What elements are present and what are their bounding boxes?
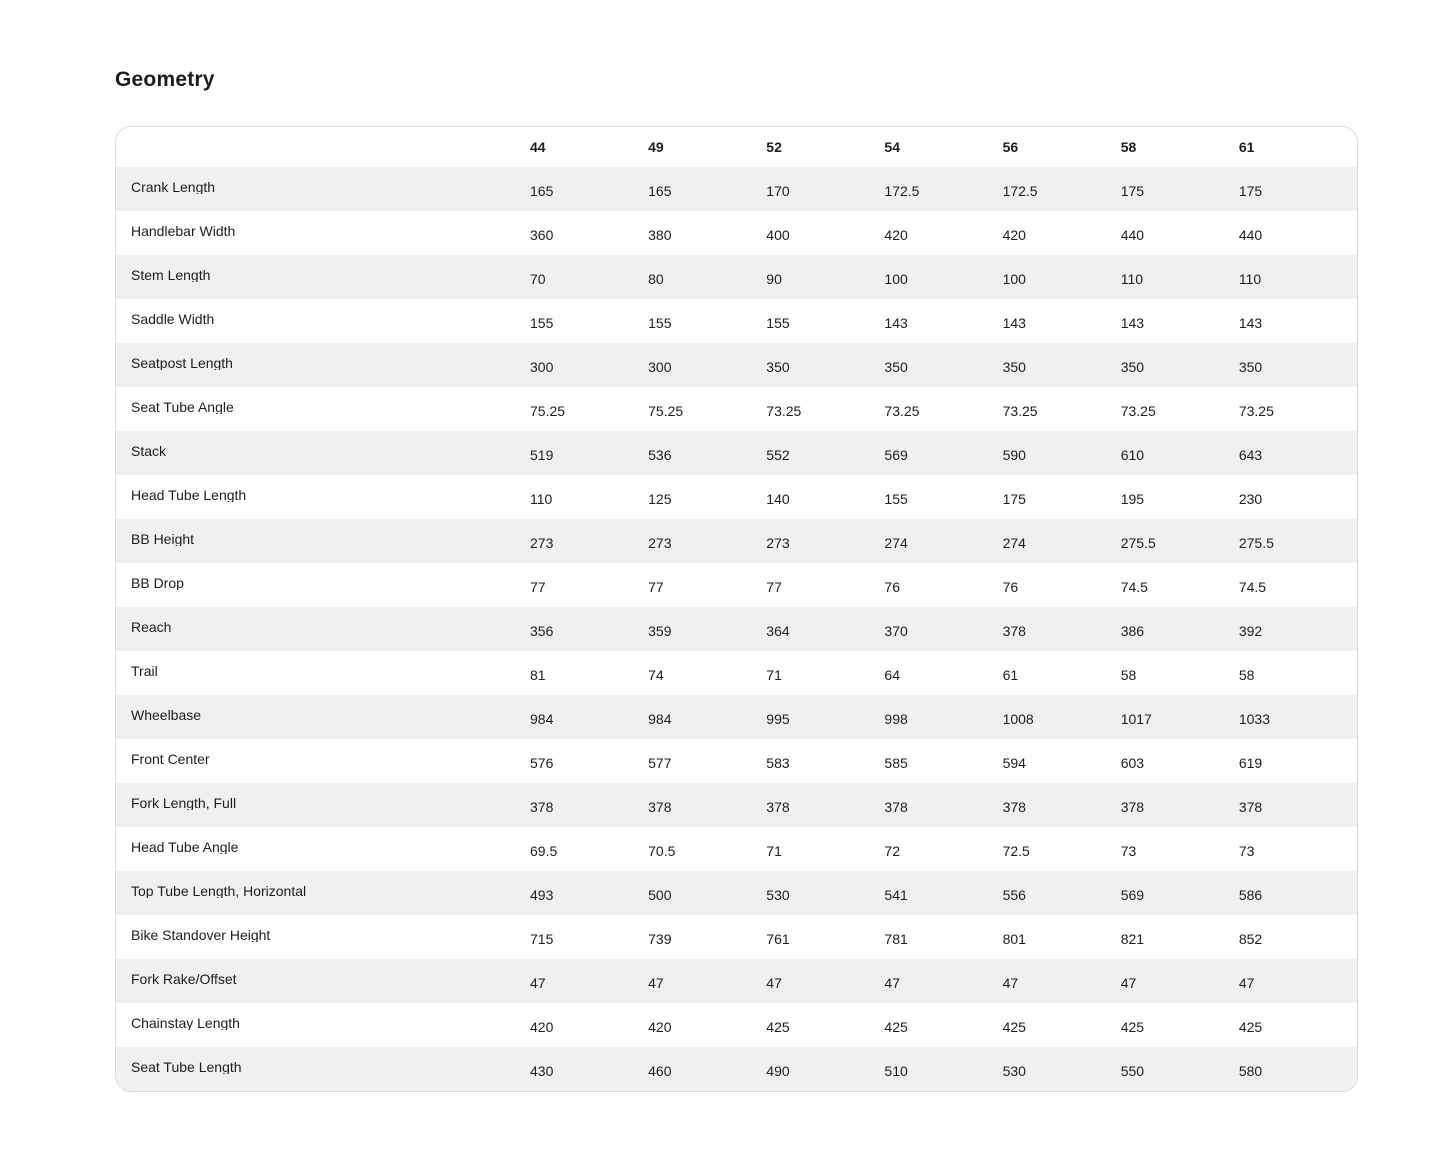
size-column-header: 61 [1238, 140, 1255, 154]
cell-value: 64 [884, 668, 900, 682]
cell-value: 552 [766, 448, 790, 462]
row-label: Bike Standover Height [131, 928, 271, 942]
cell-value: 984 [648, 712, 672, 726]
row-label: BB Height [131, 532, 195, 546]
cell-value: 74.5 [1120, 580, 1148, 594]
cell-value: 364 [766, 624, 790, 638]
cell-value: 370 [884, 624, 908, 638]
page-title: Geometry [115, 68, 215, 91]
cell-value: 75.25 [530, 404, 566, 418]
cell-value: 350 [1238, 360, 1263, 374]
cell-value: 569 [1120, 888, 1145, 902]
cell-value: 1008 [1002, 712, 1034, 726]
table-row [116, 1003, 1357, 1047]
cell-value: 576 [530, 756, 554, 770]
cell-value: 500 [648, 888, 672, 902]
cell-value: 550 [1120, 1064, 1145, 1078]
cell-value: 143 [1238, 316, 1263, 330]
table-row [116, 1047, 1357, 1091]
cell-value: 541 [884, 888, 908, 902]
cell-value: 586 [1238, 888, 1263, 902]
table-row [116, 431, 1357, 475]
cell-value: 425 [1238, 1020, 1263, 1034]
table-row [116, 211, 1357, 255]
cell-value: 110 [530, 492, 553, 506]
cell-value: 380 [648, 228, 672, 242]
cell-value: 73 [1238, 844, 1255, 858]
cell-value: 350 [1002, 360, 1026, 374]
cell-value: 378 [1238, 800, 1263, 814]
cell-value: 80 [648, 272, 664, 286]
cell-value: 140 [766, 492, 790, 506]
cell-value: 781 [884, 932, 908, 946]
cell-value: 172.5 [1002, 184, 1038, 198]
cell-value: 583 [766, 756, 790, 770]
cell-value: 580 [1238, 1064, 1263, 1078]
cell-value: 143 [1120, 316, 1145, 330]
cell-value: 460 [648, 1064, 672, 1078]
cell-value: 155 [766, 316, 790, 330]
cell-value: 1017 [1120, 712, 1152, 726]
cell-value: 610 [1120, 448, 1145, 462]
cell-value: 90 [766, 272, 782, 286]
cell-value: 77 [766, 580, 782, 594]
row-label: Fork Rake/Offset [131, 972, 237, 986]
cell-value: 594 [1002, 756, 1026, 770]
cell-value: 425 [1120, 1020, 1145, 1034]
cell-value: 378 [1002, 624, 1026, 638]
geometry-table [115, 126, 1358, 1092]
cell-value: 77 [648, 580, 664, 594]
cell-value: 536 [648, 448, 672, 462]
cell-value: 125 [648, 492, 672, 506]
cell-value: 275.5 [1120, 536, 1156, 550]
table-row [116, 915, 1357, 959]
cell-value: 230 [1238, 492, 1263, 506]
cell-value: 493 [530, 888, 554, 902]
cell-value: 71 [766, 844, 782, 858]
cell-value: 801 [1002, 932, 1026, 946]
table-row [116, 299, 1357, 343]
row-label: Wheelbase [131, 708, 202, 722]
cell-value: 273 [648, 536, 672, 550]
cell-value: 378 [648, 800, 672, 814]
cell-value: 577 [648, 756, 672, 770]
table-row [116, 739, 1357, 783]
cell-value: 440 [1120, 228, 1145, 242]
table-row [116, 695, 1357, 739]
row-label: BB Drop [131, 576, 184, 590]
cell-value: 998 [884, 712, 908, 726]
cell-value: 274 [884, 536, 908, 550]
cell-value: 440 [1238, 228, 1263, 242]
cell-value: 47 [884, 976, 900, 990]
cell-value: 715 [530, 932, 554, 946]
cell-value: 556 [1002, 888, 1026, 902]
cell-value: 852 [1238, 932, 1263, 946]
cell-value: 400 [766, 228, 790, 242]
table-row [116, 387, 1357, 431]
row-label: Saddle Width [131, 312, 215, 326]
cell-value: 821 [1120, 932, 1145, 946]
cell-value: 300 [530, 360, 554, 374]
cell-value: 165 [530, 184, 554, 198]
cell-value: 72.5 [1002, 844, 1030, 858]
size-column-header: 58 [1120, 140, 1137, 154]
row-label: Seat Tube Angle [131, 400, 234, 414]
row-label: Head Tube Angle [131, 840, 239, 854]
cell-value: 984 [530, 712, 554, 726]
cell-value: 350 [766, 360, 790, 374]
cell-value: 195 [1120, 492, 1145, 506]
cell-value: 69.5 [530, 844, 558, 858]
row-label: Stem Length [131, 268, 211, 282]
cell-value: 110 [1238, 272, 1262, 286]
cell-value: 356 [530, 624, 554, 638]
row-label: Crank Length [131, 180, 216, 194]
cell-value: 70 [530, 272, 546, 286]
cell-value: 110 [1120, 272, 1144, 286]
row-label: Top Tube Length, Horizontal [131, 884, 307, 898]
cell-value: 155 [884, 492, 908, 506]
cell-value: 273 [766, 536, 790, 550]
table-row [116, 827, 1357, 871]
cell-value: 430 [530, 1064, 554, 1078]
row-label: Head Tube Length [131, 488, 247, 502]
cell-value: 58 [1238, 668, 1255, 682]
cell-value: 76 [884, 580, 900, 594]
cell-value: 143 [884, 316, 908, 330]
cell-value: 47 [1238, 976, 1255, 990]
cell-value: 420 [884, 228, 908, 242]
cell-value: 300 [648, 360, 672, 374]
cell-value: 175 [1120, 184, 1145, 198]
table-header-row [116, 127, 1357, 167]
cell-value: 71 [766, 668, 782, 682]
cell-value: 420 [1002, 228, 1026, 242]
size-column-header: 44 [530, 140, 546, 154]
cell-value: 100 [1002, 272, 1026, 286]
table-row [116, 519, 1357, 563]
table-row [116, 783, 1357, 827]
cell-value: 425 [766, 1020, 790, 1034]
row-label: Seatpost Length [131, 356, 233, 370]
cell-value: 170 [766, 184, 790, 198]
table-row [116, 871, 1357, 915]
size-column-header: 54 [884, 140, 900, 154]
cell-value: 155 [530, 316, 554, 330]
cell-value: 739 [648, 932, 672, 946]
cell-value: 378 [1002, 800, 1026, 814]
cell-value: 74 [648, 668, 664, 682]
cell-value: 585 [884, 756, 908, 770]
size-column-header: 49 [648, 140, 664, 154]
cell-value: 378 [766, 800, 790, 814]
cell-value: 425 [884, 1020, 908, 1034]
cell-value: 47 [530, 976, 546, 990]
cell-value: 172.5 [884, 184, 920, 198]
cell-value: 73.25 [1120, 404, 1156, 418]
table-row [116, 607, 1357, 651]
table-row [116, 651, 1357, 695]
cell-value: 350 [1120, 360, 1145, 374]
table-row [116, 959, 1357, 1003]
cell-value: 359 [648, 624, 672, 638]
cell-value: 76 [1002, 580, 1019, 594]
row-label: Chainstay Length [131, 1016, 240, 1030]
table-row [116, 167, 1357, 211]
cell-value: 155 [648, 316, 672, 330]
row-label: Front Center [131, 752, 210, 766]
cell-value: 77 [530, 580, 546, 594]
cell-value: 360 [530, 228, 554, 242]
cell-value: 47 [1002, 976, 1019, 990]
cell-value: 590 [1002, 448, 1026, 462]
cell-value: 274 [1002, 536, 1026, 550]
cell-value: 350 [884, 360, 908, 374]
cell-value: 569 [884, 448, 908, 462]
row-label: Fork Length, Full [131, 796, 237, 810]
cell-value: 47 [1120, 976, 1137, 990]
cell-value: 100 [884, 272, 908, 286]
cell-value: 273 [530, 536, 554, 550]
table-body [116, 167, 1357, 1091]
row-label: Reach [131, 620, 172, 634]
cell-value: 378 [530, 800, 554, 814]
cell-value: 165 [648, 184, 672, 198]
cell-value: 386 [1120, 624, 1145, 638]
table-row [116, 255, 1357, 299]
cell-value: 58 [1120, 668, 1137, 682]
cell-value: 519 [530, 448, 554, 462]
cell-value: 761 [766, 932, 790, 946]
cell-value: 73.25 [1002, 404, 1038, 418]
cell-value: 425 [1002, 1020, 1026, 1034]
cell-value: 603 [1120, 756, 1145, 770]
cell-value: 530 [1002, 1064, 1026, 1078]
row-label: Seat Tube Length [131, 1060, 242, 1074]
cell-value: 73 [1120, 844, 1137, 858]
cell-value: 73.25 [1238, 404, 1274, 418]
row-label: Handlebar Width [131, 224, 236, 238]
table-row [116, 475, 1357, 519]
cell-value: 81 [530, 668, 546, 682]
cell-value: 75.25 [648, 404, 684, 418]
table-row [116, 343, 1357, 387]
cell-value: 392 [1238, 624, 1263, 638]
cell-value: 61 [1002, 668, 1019, 682]
cell-value: 420 [648, 1020, 672, 1034]
cell-value: 995 [766, 712, 790, 726]
size-column-header: 56 [1002, 140, 1019, 154]
cell-value: 73.25 [766, 404, 802, 418]
row-label: Trail [131, 664, 158, 678]
cell-value: 175 [1238, 184, 1263, 198]
cell-value: 47 [648, 976, 664, 990]
cell-value: 510 [884, 1064, 908, 1078]
cell-value: 275.5 [1238, 536, 1274, 550]
size-column-header: 52 [766, 140, 782, 154]
cell-value: 143 [1002, 316, 1026, 330]
cell-value: 378 [1120, 800, 1145, 814]
cell-value: 490 [766, 1064, 790, 1078]
cell-value: 643 [1238, 448, 1263, 462]
row-label: Stack [131, 444, 167, 458]
cell-value: 74.5 [1238, 580, 1267, 594]
cell-value: 47 [766, 976, 782, 990]
cell-value: 530 [766, 888, 790, 902]
cell-value: 619 [1238, 756, 1263, 770]
table-row [116, 563, 1357, 607]
cell-value: 175 [1002, 492, 1026, 506]
cell-value: 420 [530, 1020, 554, 1034]
cell-value: 72 [884, 844, 900, 858]
cell-value: 70.5 [648, 844, 676, 858]
cell-value: 378 [884, 800, 908, 814]
cell-value: 73.25 [884, 404, 920, 418]
cell-value: 1033 [1238, 712, 1270, 726]
